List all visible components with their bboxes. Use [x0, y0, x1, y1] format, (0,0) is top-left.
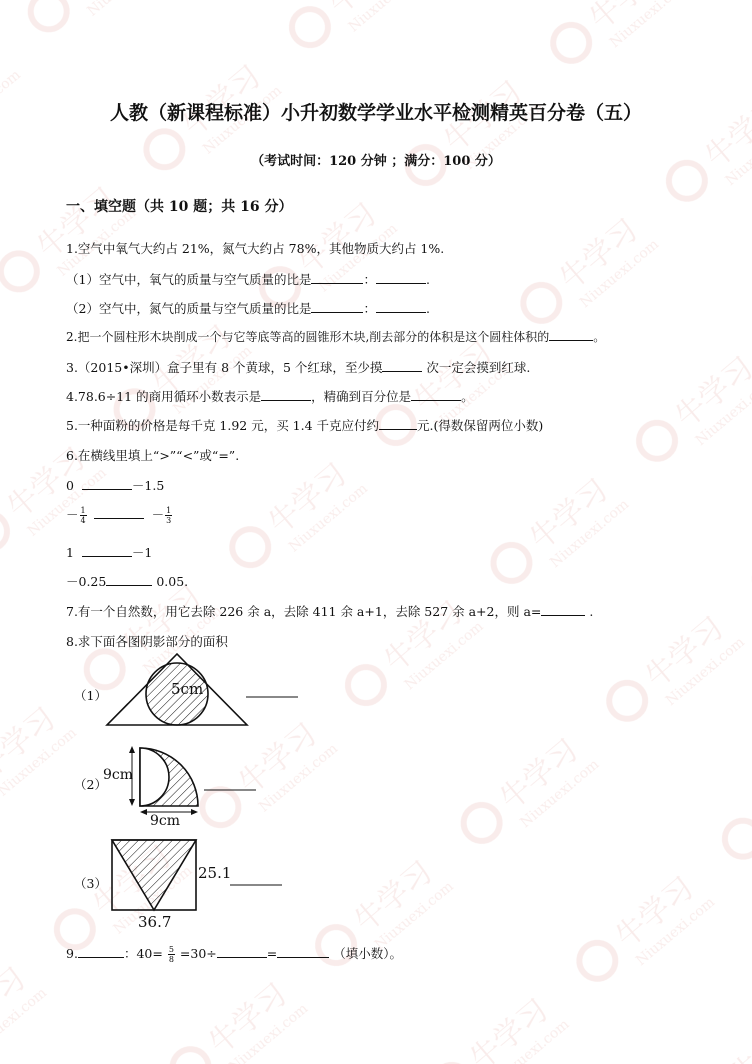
compare-blank[interactable] [82, 477, 132, 490]
answer-blank[interactable] [376, 300, 426, 313]
fraction: $\frac{5}{8}$ [168, 945, 174, 964]
compare-blank[interactable] [94, 506, 144, 519]
answer-blank[interactable] [78, 945, 124, 958]
answer-blank[interactable] [311, 271, 363, 284]
answer-blank[interactable] [376, 271, 426, 284]
fraction: $\frac{1}{3}$ [166, 506, 172, 525]
answer-blank[interactable] [411, 388, 461, 401]
fraction: $\frac{1}{4}$ [80, 506, 86, 525]
question-1-part-2: （2）空气中，氮气的质量与空气质量的比是 ： . [66, 301, 430, 316]
question-1-stem: 1.空气中氧气大约占 21%，氮气大约占 78%，其他物质大约占 1%. [66, 241, 445, 256]
figure-2 [100, 740, 270, 828]
answer-blank[interactable] [379, 417, 417, 430]
figure-3-label: （3） [74, 876, 107, 891]
dimension-label-height: 25.1 [198, 864, 232, 882]
figure-3 [100, 836, 290, 930]
section-heading: 一、填空题（共 10 题；共 16 分） [66, 199, 293, 215]
answer-blank[interactable] [541, 603, 585, 616]
question-2: 2.把一个圆柱形木块削成一个与它等底等高的圆锥形木块,削去部分的体积是这个圆柱体积的 。 [66, 330, 606, 344]
question-9: 9. ：40= $\frac{5}{8}$ =30÷ = （填小数）。 [66, 945, 402, 964]
question-1-part-1: （1）空气中，氧气的质量与空气质量的比是 ： . [66, 272, 430, 287]
compare-blank[interactable] [106, 573, 152, 586]
answer-blank[interactable] [549, 328, 593, 341]
question-6-stem: 6.在横线里填上“>”“<”或“=”. [66, 448, 240, 463]
question-8-stem: 8.求下面各图阴影部分的面积 [66, 634, 228, 649]
question-6-row-1: 0 －1.5 [66, 478, 165, 493]
dimension-label-vertical: 9cm [103, 767, 134, 783]
dimension-label: 5cm [171, 680, 204, 698]
answer-blank[interactable] [382, 359, 422, 372]
question-3: 3.（2015•深圳）盒子里有 8 个黄球，5 个红球，至少摸 次一定会摸到红球. [66, 360, 531, 375]
question-7: 7.有一个自然数，用它去除 226 余 a，去除 411 余 a+1，去除 527 余 a+2，则 a= . [66, 604, 594, 619]
figure-2-label: （2） [74, 777, 107, 792]
answer-blank[interactable] [277, 945, 329, 958]
page-title: 人教（新课程标准）小升初数学学业水平检测精英百分卷（五） [109, 102, 642, 124]
question-5: 5.一种面粉的价格是每千克 1.92 元，买 1.4 千克应付约 元.(得数保留两位小数) [66, 418, 544, 433]
figure-1 [100, 650, 310, 730]
dimension-label-base: 36.7 [138, 913, 172, 930]
question-6-row-3: 1 －1 [66, 545, 153, 560]
shaded-triangle [112, 840, 196, 910]
question-6-row-2: － $\frac{1}{4}$ － $\frac{1}{3}$ [66, 506, 172, 525]
answer-blank[interactable] [217, 945, 267, 958]
question-6-row-4: －0.25 0.05. [66, 574, 189, 589]
figure-1-label: （1） [74, 688, 107, 703]
answer-blank[interactable] [311, 300, 363, 313]
exam-info: （考试时间：120 分钟 ；满分：100 分） [251, 154, 501, 169]
question-4: 4.78.6÷11 的商用循环小数表示是 ，精确到百分位是 。 [66, 389, 474, 404]
compare-blank[interactable] [82, 544, 132, 557]
dimension-label-horizontal: 9cm [150, 813, 181, 828]
answer-blank[interactable] [261, 388, 311, 401]
